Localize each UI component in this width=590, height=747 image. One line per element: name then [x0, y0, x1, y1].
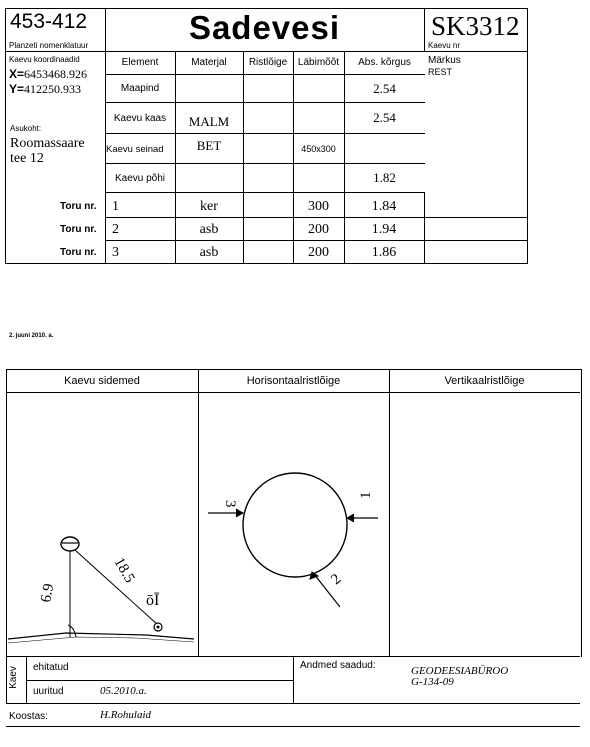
pipe-label: Toru nr.	[60, 246, 97, 258]
pipe-label-3: 3	[222, 500, 238, 508]
row-diameter: 450x300	[301, 144, 336, 154]
document-date: 2. juuni 2010. a.	[9, 333, 54, 339]
pipe-label-2: 2	[328, 570, 345, 589]
author-label: Koostas:	[9, 711, 48, 722]
coord-x-label: X=	[9, 67, 25, 81]
pipe-label: Toru nr.	[60, 200, 97, 212]
author-value: H.Rohulaid	[100, 709, 152, 721]
col-header-element: Element	[121, 56, 159, 68]
footer-side-divider	[26, 656, 27, 703]
coord-y-label: Y=	[9, 82, 25, 96]
row-height: 2.54	[373, 80, 396, 96]
footer-center-divider	[293, 656, 294, 703]
pipe-label: Toru nr.	[60, 223, 97, 235]
sketch-right-measure: 18.5	[110, 555, 138, 586]
footer-side-label: Kaev	[7, 666, 19, 689]
coord-x-value: 6453468.926	[24, 67, 88, 81]
pipe-diameter: 300	[308, 199, 329, 214]
surveyed-label: uuritud	[33, 686, 64, 697]
horizontal-section-sketch	[198, 393, 389, 655]
pipes-table	[0, 193, 528, 264]
pipe-material: asb	[199, 245, 219, 260]
coord-x	[9, 67, 87, 82]
element-table	[105, 51, 425, 193]
row-element: Kaevu kaas	[113, 112, 167, 124]
coord-y-value: 412250.933	[24, 82, 82, 96]
location-caption: Asukoht:	[10, 124, 42, 133]
diagram-divider-2	[389, 369, 390, 656]
row-material: BET	[196, 138, 222, 153]
row-element: Maapind	[120, 83, 160, 94]
pipe-material: asb	[199, 222, 219, 237]
location-line1: Roomassaare	[10, 136, 85, 151]
data-source-value-1: GEODEESIABÜROO	[411, 665, 509, 677]
pipe-material: ker	[200, 199, 218, 214]
footer-bottom-line	[6, 703, 580, 704]
location-line2: tee 12	[10, 151, 44, 166]
row-element: Kaevu põhi	[114, 172, 166, 184]
footer-mid-line	[26, 680, 293, 681]
col-title-vertical-section: Vertikaalristlõige	[444, 375, 525, 387]
manhole-icon	[61, 537, 79, 551]
coord-y	[9, 82, 81, 97]
header-right-divider	[424, 8, 425, 52]
well-id: SK3312	[431, 11, 520, 41]
built-label: ehitatud	[33, 662, 69, 673]
col-header-material: Materjal	[191, 56, 227, 68]
pipe-height: 1.86	[371, 245, 397, 260]
col-header-cross: Ristlõige	[248, 56, 288, 68]
sheet-number: 453-412	[10, 10, 88, 33]
pipe-height: 1.84	[371, 199, 397, 214]
remarks-label: Märkus	[428, 55, 461, 66]
pipe-height: 1.94	[371, 222, 397, 237]
footer-left-edge	[6, 656, 7, 703]
sketch-left-measure: 6.9	[38, 582, 58, 604]
pipe-nr: 1	[112, 199, 119, 214]
sketch-post-label: ōĪ	[146, 592, 160, 609]
data-source-value-2: G-134-09	[411, 676, 454, 688]
row-height: 1.82	[373, 170, 396, 185]
pipe-label-1: 1	[358, 491, 374, 499]
col-title-well-ties: Kaevu sidemed	[64, 375, 140, 387]
pipe-nr: 3	[112, 245, 119, 260]
sheet-caption: Planzeti nomenklatuur	[9, 41, 89, 50]
row-material: MALM	[188, 114, 230, 129]
col-header-height: Abs. kõrgus	[358, 56, 411, 68]
well-caption: Kaevu nr	[428, 41, 461, 50]
well-circle	[243, 473, 347, 577]
well-ties-sketch	[6, 393, 198, 655]
coords-caption: Kaevu koordinaadid	[9, 55, 80, 64]
col-header-diameter: Läbimõõt	[297, 56, 340, 68]
page-title: Sadevesi	[188, 9, 341, 46]
remarks-value: REST	[428, 67, 453, 77]
col-title-horizontal-section: Horisontaalristlõige	[246, 375, 341, 387]
pipe-diameter: 200	[308, 222, 329, 237]
pipe-nr: 2	[112, 222, 119, 237]
row-element: Kaevu seinad	[106, 143, 164, 155]
pipe-diameter: 200	[308, 245, 329, 260]
row-height: 2.54	[373, 110, 396, 125]
surveyed-value: 05.2010.a.	[100, 685, 147, 697]
footer-final-line	[6, 726, 580, 727]
data-source-label: Andmed saadud:	[300, 660, 376, 671]
